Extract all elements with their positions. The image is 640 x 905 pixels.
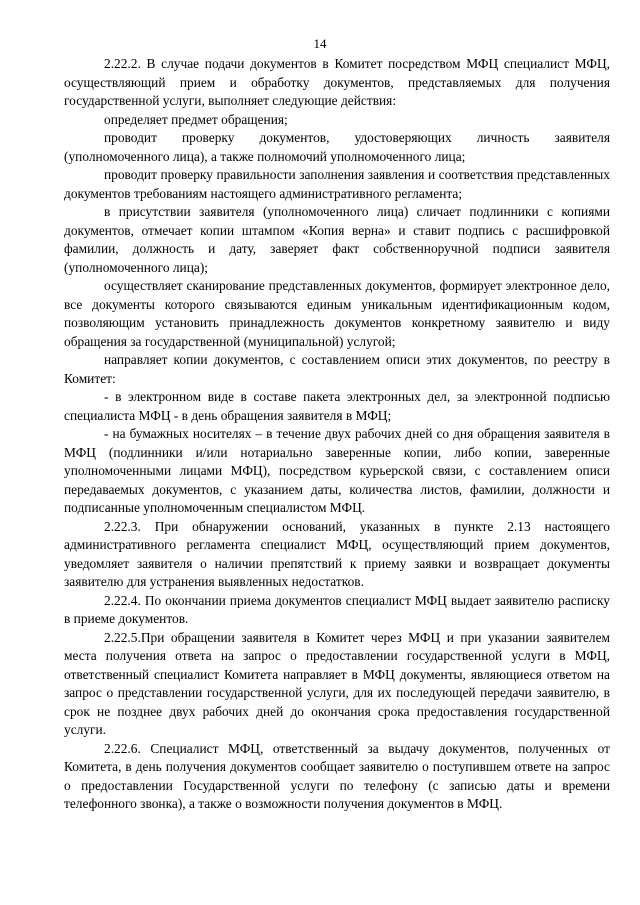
paragraph-paper-form: - на бумажных носителях – в течение двух рабочих дней со дня обращения заявителя в МФЦ (подлинники и/или нотариально заверенные копии, либо копии, заверенные уполномоченными лицами МФЦ), посредством курьерской связи, с составлением описи передаваемых документов, с указанием даты, количества листов, фамилии, должности и подписанные уполномоченным специалистом МФЦ.: [64, 426, 610, 515]
paragraph-electronic-form: - в электронном виде в составе пакета электронных дел, за электронной подписью специалиста МФЦ - в день обращения заявителя в МФЦ;: [64, 389, 610, 423]
paragraph-scanning: осуществляет сканирование представленных документов, формирует электронное дело, все документы которого связываются единым уникальным идентификационным кодом, позволяющим установить принадлежность документов конкретному заявителю и виду обращения за государственной (муниципальной) услугой;: [64, 278, 610, 349]
paragraph-2-22-3: 2.22.3. При обнаружении оснований, указанных в пункте 2.13 настоящего административного регламента специалист МФЦ, осуществляющий прием документов, уведомляет заявителя о наличии препятствий к приему заявки и возвращает документы заявителю для устранения выявленных недостатков.: [64, 518, 610, 589]
paragraph-check-application: проводит проверку правильности заполнения заявления и соответствия представленных документов требованиям настоящего административного регламента;: [64, 167, 610, 201]
paragraph-2-22-5: 2.22.5.При обращении заявителя в Комитет через МФЦ и при указании заявителем места получения ответа на запрос о предоставлении государственной услуги в МФЦ, ответственный специалист Комитета направляет в МФЦ документы, являющиеся ответом на запрос о представлении государственной услуги, для их последующей передачи заявителю, в срок не позднее двух рабочих дней до окончания срока предоставления государственной услуги.: [64, 629, 610, 737]
paragraph-compare-originals: в присутствии заявителя (уполномоченного лица) сличает подлинники с копиями документов, отмечает копии штампом «Копия верна» и ставит подпись с расшифровкой фамилии, должность и дату, заверяет факт собственноручной подписи заявителя (уполномоченного лица);: [64, 204, 610, 275]
paragraph-2-22-6: 2.22.6. Специалист МФЦ, ответственный за выдачу документов, полученных от Комитета, в день получения документов сообщает заявителю о поступившем ответе на запрос о предоставлении Государственной услуги по телефону (с записью даты и времени телефонного звонка), а также о возможности получения документов в МФЦ.: [64, 740, 610, 811]
paragraph-define-subject: определяет предмет обращения;: [104, 111, 288, 127]
page-number: 14: [313, 36, 327, 51]
paragraph-2-22-4: 2.22.4. По окончании приема документов специалист МФЦ выдает заявителю расписку в приеме документов.: [64, 592, 610, 626]
document-body: [64, 55, 610, 814]
paragraph-2-22-2: 2.22.2. В случае подачи документов в Комитет посредством МФЦ специалист МФЦ, осуществляющий прием и обработку документов, представляемых для получения государственной услуги, выполняет следующие действия:: [64, 56, 610, 108]
paragraph-check-identity: проводит проверку документов, удостоверяющих личность заявителя (уполномоченного лица), а также полномочий уполномоченного лица;: [64, 130, 610, 164]
paragraph-send-copies: направляет копии документов, с составлением описи этих документов, по реестру в Комитет:: [64, 352, 610, 386]
